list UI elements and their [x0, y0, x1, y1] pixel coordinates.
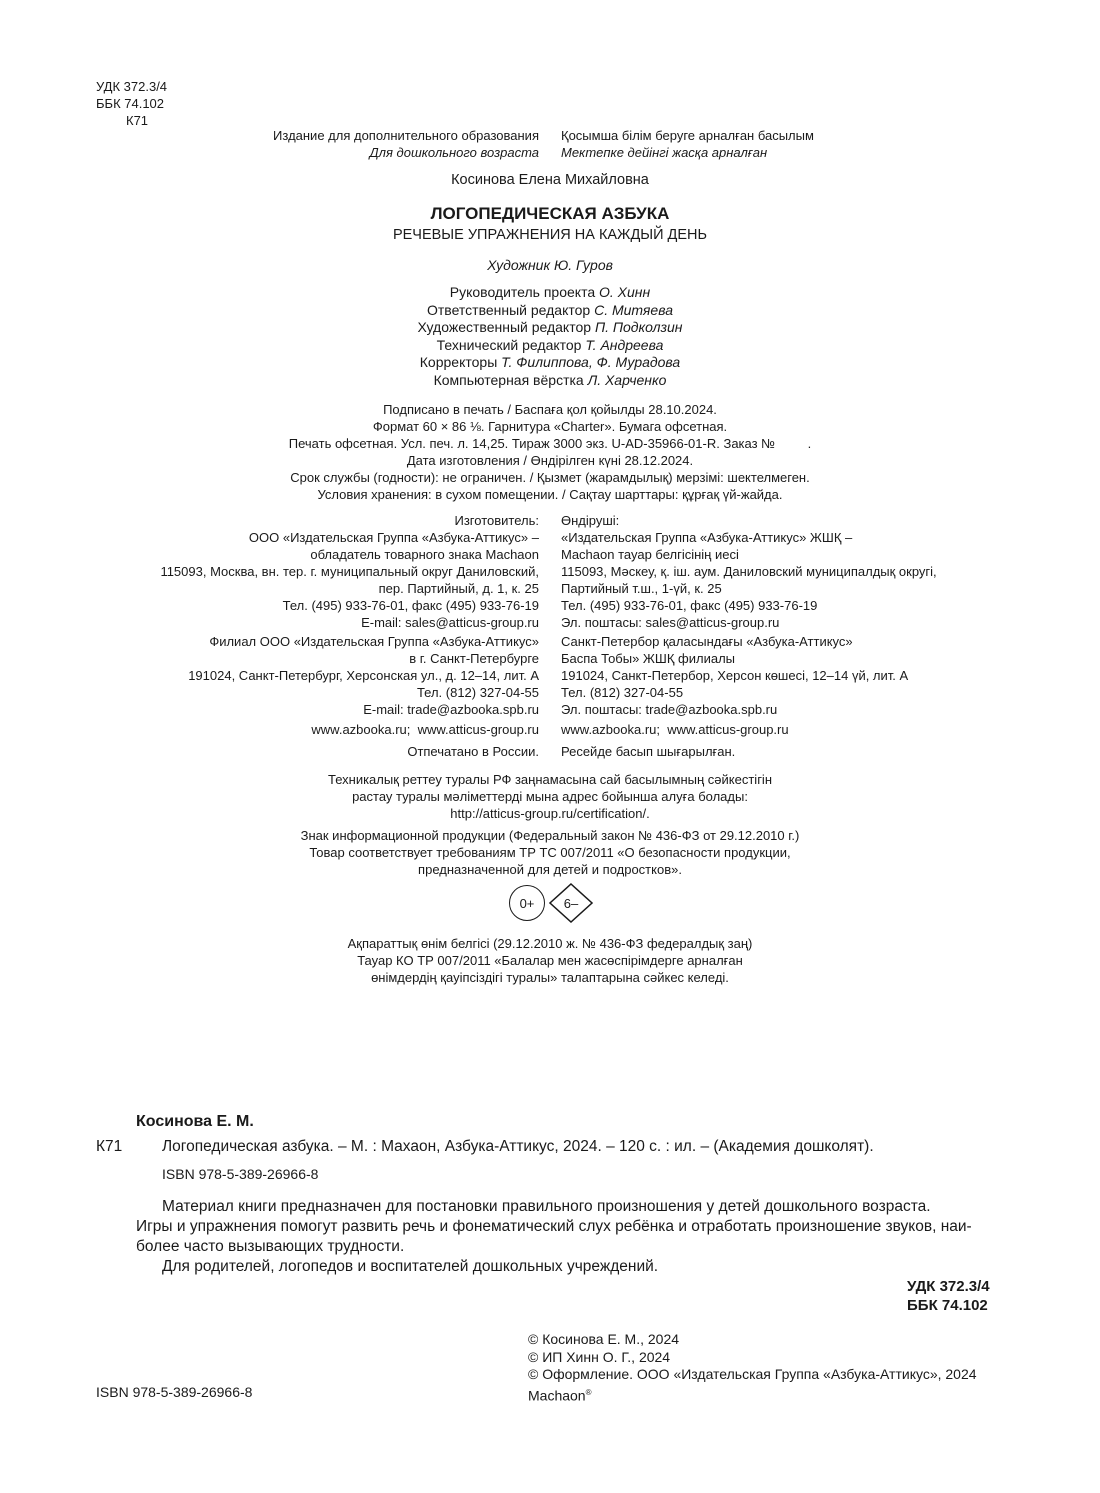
age-rating-diamond-icon: 6– [549, 883, 593, 923]
credits-block [0, 284, 1100, 389]
machaon-mark: Machaon® [528, 1387, 592, 1404]
card-udk: УДК 372.3/4 [907, 1278, 990, 1295]
card-udk-bbk [907, 1277, 990, 1315]
credit-row: Ответственный редактор С. Митяева [427, 301, 673, 318]
card-author: Косинова Е. М. [136, 1113, 254, 1130]
book-subtitle: РЕЧЕВЫЕ УПРАЖНЕНИЯ НА КАЖДЫЙ ДЕНЬ [392, 227, 708, 243]
udk-code: УДК 372.3/4 [96, 79, 168, 94]
website-links-kz: www.azbooka.ru; www.atticus-group.ru [561, 722, 789, 737]
branch-kz: Санкт-Петербор қаласындағы «Азбука-Аттикус» Баспа Тобы» ЖШҚ филиалы 191024, Санкт-Петербор, Херсон көшесі, 12–14 үй, лит. А Тел. (812) 327-04-55 Эл. поштасы: trade@azbooka.spb.ru [561, 634, 909, 717]
artist-credit: Художник Ю. Гуров [487, 257, 613, 273]
card-annotation: Материал книги предназначен для постановки правильного произношения у детей дошкольного возраста. Игры и упражнения помогут развить речь и фонематический слух ребёнка и отработать произношение звуков, наи- более часто вызывающих трудности. Для родителей, логопедов и воспитателей дошкольных учреждений. [136, 1198, 972, 1275]
certification-block: Техникалық реттеу туралы РФ заңнамасына сай басылымның сәйкестігін растау туралы мәліметтерді мына адрес бойынша алуға болады: http://atticus-group.ru/certification/. [327, 772, 772, 821]
print-info-block: Подписано в печать / Баспаға қол қойылды 28.10.2024. Формат 60 × 86 ⅛. Гарнитура «Charter». Бумага офсетная. Печать офсетная. Усл. печ. л. 14,25. Тираж 3000 экз. U-AD-35966-01-R. Заказ № . Дата изготовления / Өндірілген күні 28.12.2024. Срок службы (годности): не ограничен. / Қызмет (жарамдылық) мерзімі: шектелмеген. Условия хранения: в сухом помещении. / Сақтау шарттары: құрғақ үй-жайда. [288, 402, 812, 502]
printed-in-kz: Ресейде басып шығарылған. [561, 744, 736, 759]
card-code: К71 [96, 1138, 123, 1155]
manufacturer-kz: Өндіруші: «Издательская Группа «Азбука-Аттикус» ЖШҚ – Machaon тауар белгісінің иесі 115093, Мәскеу, қ. іш. аум. Даниловский муниципалдық округі, Партийный т.ш., 1-үй, к. 25 Тел. (495) 933-76-01, факс (495) 933-76-19 Эл. поштасы: sales@atticus-group.ru [561, 513, 937, 630]
info-product-ru: Знак информационной продукции (Федеральный закон № 436-ФЗ от 29.12.2010 г.) Товар соответствует требованиям ТР ТС 007/2011 «О безопасности продукции, предназначенной для детей и подростков». [300, 828, 800, 877]
branch-ru: Филиал ООО «Издательская Группа «Азбука-Аттикус» в г. Санкт-Петербурге 191024, Санкт-Петербург, Херсонская ул., д. 12–14, лит. А Тел. (812) 327-04-55 E-mail: trade@azbooka.spb.ru [188, 634, 539, 717]
credit-row: Художественный редактор П. Подколзин [417, 319, 683, 335]
card-bibliographic-entry: Логопедическая азбука. – М. : Махаон, Азбука-Аттикус, 2024. – 120 с. : ил. – (Академия дошколят). [162, 1138, 874, 1155]
edition-ru: Издание для дополнительного образования Для дошкольного возраста [273, 128, 539, 160]
udk-block-top [96, 78, 236, 129]
credit-row: Технический редактор Т. Андреева [436, 336, 664, 353]
author-full-name: Косинова Елена Михайловна [451, 172, 649, 188]
edition-kz: Қосымша білім беруге арналған басылым Мектепке дейінгі жасқа арналған [561, 128, 814, 160]
bbk-code: ББК 74.102 [96, 96, 165, 111]
isbn-bottom: ISBN 978-5-389-26966-8 [96, 1384, 253, 1400]
copyright-block: © Косинова Е. М., 2024 © ИП Хинн О. Г., 2024 © Оформление. ООО «Издательская Группа «Азбука-Аттикус», 2024 Machaon® [528, 1331, 977, 1404]
website-links-ru: www.azbooka.ru; www.atticus-group.ru [311, 722, 539, 737]
card-isbn: ISBN 978-5-389-26966-8 [162, 1166, 319, 1182]
card-bbk: ББК 74.102 [907, 1297, 988, 1314]
book-title: ЛОГОПЕДИЧЕСКАЯ АЗБУКА [430, 204, 670, 223]
credit-row: Компьютерная вёрстка Л. Харченко [433, 371, 667, 388]
credit-row: Корректоры Т. Филиппова, Ф. Мурадова [419, 354, 681, 370]
printed-in-ru: Отпечатано в России. [407, 744, 539, 759]
age-rating-circle-icon: 0+ [509, 885, 545, 921]
registered-mark: ® [585, 1387, 592, 1397]
manufacturer-ru: Изготовитель: ООО «Издательская Группа «Азбука-Аттикус» – обладатель товарного знака Machaon 115093, Москва, вн. тер. г. муниципальный округ Даниловский, пер. Партийный, д. 1, к. 25 Тел. (495) 933-76-01, факс (495) 933-76-19 E-mail: sales@atticus-group.ru [160, 513, 539, 630]
credit-row: Руководитель проекта О. Хинн [449, 284, 651, 300]
author-mark: К71 [126, 113, 149, 128]
info-product-kz: Ақпараттық өнім белгісі (29.12.2010 ж. № 436-ФЗ федералдық заң) Тауар КО ТР 007/2011 «Балалар мен жасөспірімдерге арналған өнімдердің қауіпсіздігі туралы» талаптарына сәйкес келеді. [347, 936, 753, 985]
